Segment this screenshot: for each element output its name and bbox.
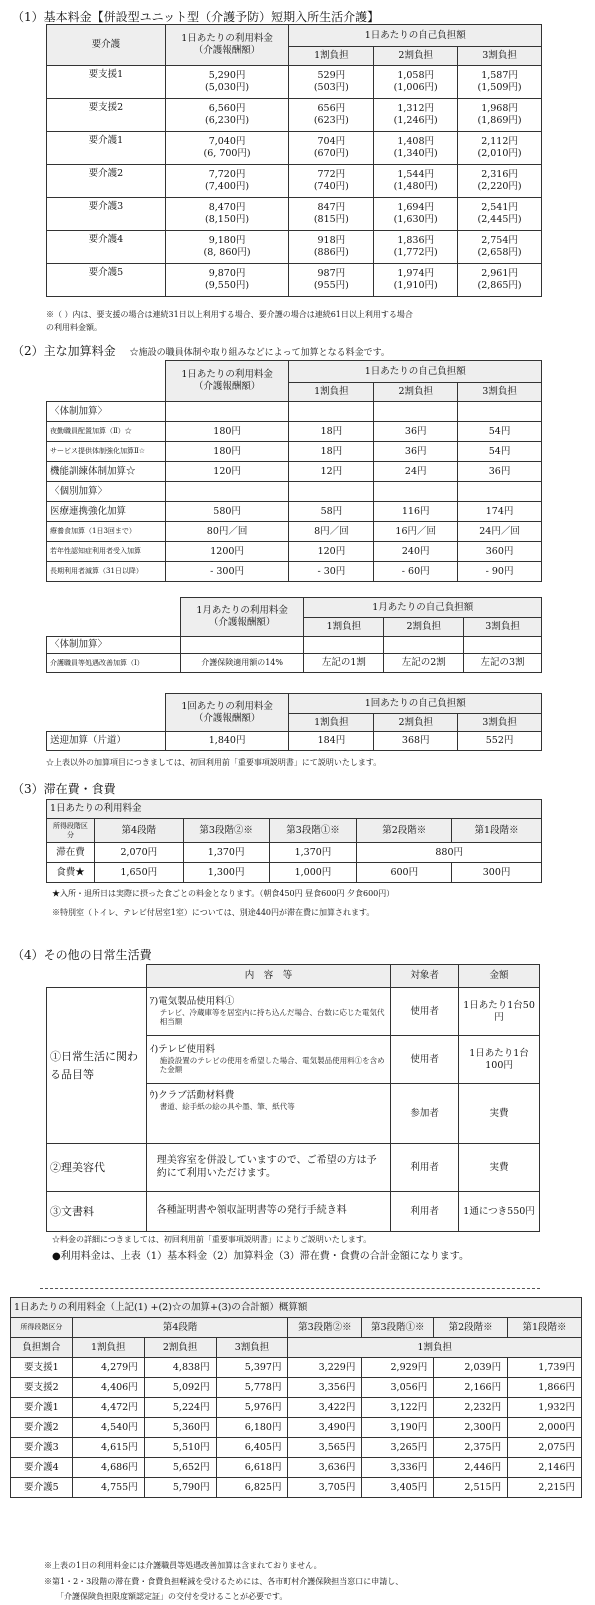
burden-1-cell: 847円 (815円) <box>289 198 374 231</box>
value-cell: 3,190円 <box>362 1418 434 1438</box>
col-fee-header: 1日あたりの利用料金 （介護報酬額） <box>165 361 289 402</box>
col-self-header: 1月あたりの自己負担額 <box>304 598 542 618</box>
monthly-addition-table <box>46 597 542 673</box>
item-burden-2: 左記の2割 <box>384 654 464 673</box>
item-fee: 180円 <box>165 442 289 462</box>
value-cell: 2,215円 <box>508 1478 582 1498</box>
value-cell: 3,056円 <box>362 1378 434 1398</box>
item-fee: - 300円 <box>165 562 289 582</box>
value-cell: 3,565円 <box>288 1438 362 1458</box>
summary-note-2: ※第1・2・3段階の滞在費・食費負担軽減を受けるためには、各市町村介護保険担当窓口に申請し、 <box>44 1577 404 1586</box>
item-burden-1: 18円 <box>289 442 374 462</box>
value-cell: 2,515円 <box>434 1478 508 1498</box>
item-target: 使用者 <box>391 1036 459 1084</box>
burden-1-cell: 987円 (955円) <box>289 264 374 297</box>
burden-2-cell: 1,974円 (1,910円) <box>374 264 458 297</box>
item-desc: 施設設置のテレビの使用を希望した場合、電気製品使用料①を含めた金額 <box>159 1056 385 1075</box>
ratio-1: 1割負担 <box>72 1338 144 1358</box>
group-daily-items: ①日常生活に関わる品目等 <box>47 988 147 1144</box>
stay-label: 滞在費 <box>47 843 95 863</box>
burden-1-header: 1割負担 <box>304 618 384 637</box>
col-self-header: 1日あたりの自己負担額 <box>289 361 542 383</box>
item-fee <box>165 402 289 422</box>
barber-target: 利用者 <box>391 1144 459 1192</box>
item-target: 参加者 <box>391 1084 459 1144</box>
item-name: 〈体制加算〉 <box>47 402 166 422</box>
food-label: 食費★ <box>47 863 95 883</box>
item-fee <box>165 482 289 502</box>
level-label: 要介護2 <box>11 1418 73 1438</box>
fee-cell: 6,560円 (6,230円) <box>165 99 289 132</box>
table-row <box>47 264 542 297</box>
table-row <box>47 502 542 522</box>
item-burden-2 <box>374 482 458 502</box>
item-burden-2 <box>374 402 458 422</box>
value-cell: 5,510円 <box>144 1438 216 1458</box>
food-stage-1: 300円 <box>452 863 542 883</box>
stay-stage-3-2: 1,370円 <box>183 843 269 863</box>
value-cell: 3,356円 <box>288 1378 362 1398</box>
group-document: ③文書料 <box>47 1192 147 1232</box>
level-label: 要介護3 <box>47 198 166 231</box>
burden-1-cell: 704円 (670円) <box>289 132 374 165</box>
stay-stage-3-1: 1,370円 <box>269 843 357 863</box>
section1-title: （1）基本料金【併設型ユニット型（介護予防）短期入所生活介護】 <box>12 10 380 24</box>
level-label: 要支援1 <box>47 66 166 99</box>
col-target-header: 対象者 <box>391 965 459 988</box>
value-cell: 3,405円 <box>362 1478 434 1498</box>
fee-cell: 7,720円 (7,400円) <box>165 165 289 198</box>
item-name: 機能訓練体制加算☆ <box>47 462 166 482</box>
burden-2-header: 2割負担 <box>384 618 464 637</box>
table-row <box>47 422 542 442</box>
level-label: 要介護1 <box>11 1398 73 1418</box>
burden-1-cell: 772円 (740円) <box>289 165 374 198</box>
level-label: 要介護5 <box>47 264 166 297</box>
item-burden-2: 24円 <box>374 462 458 482</box>
value-cell: 2,232円 <box>434 1398 508 1418</box>
value-cell: 5,360円 <box>144 1418 216 1438</box>
food-stage-4: 1,650円 <box>94 863 183 883</box>
section2-note: ☆上表以外の加算項目につきましては、初回利用前「重要事項説明書」にて説明いたします。 <box>46 758 382 767</box>
value-cell: 2,039円 <box>434 1358 508 1378</box>
item-burden-3: 24円／回 <box>458 522 542 542</box>
burden-2-cell: 1,694円 (1,630円) <box>374 198 458 231</box>
item-fee: 介護保険適用額の14% <box>180 654 304 673</box>
value-cell: 3,122円 <box>362 1398 434 1418</box>
value-cell: 2,446円 <box>434 1458 508 1478</box>
value-cell: 3,705円 <box>288 1478 362 1498</box>
table-row <box>47 542 542 562</box>
barber-desc: 理美容室を併設していますので、ご希望の方は予約にて利用いただけます。 <box>146 1144 390 1192</box>
table-row <box>11 1478 582 1498</box>
burden-3-cell: 2,316円 (2,220円) <box>458 165 542 198</box>
item-desc: 書道、絵手紙の絵の具や墨、筆、紙代等 <box>159 1101 295 1111</box>
group-barber: ②理美容代 <box>47 1144 147 1192</box>
ratio-2: 2割負担 <box>144 1338 216 1358</box>
level-label: 要支援2 <box>11 1378 73 1398</box>
value-cell: 6,405円 <box>216 1438 288 1458</box>
value-cell: 1,866円 <box>508 1378 582 1398</box>
item-head: ｳ)クラブ活動材料費 <box>149 1090 235 1101</box>
item-desc: テレビ、冷蔵庫等を居室内に持ち込んだ場合、台数に応じた電気代相当額 <box>159 1008 385 1027</box>
value-cell: 6,180円 <box>216 1418 288 1438</box>
value-cell: 2,300円 <box>434 1418 508 1438</box>
item-burden-2: 368円 <box>374 732 458 751</box>
table-row <box>11 1378 582 1398</box>
barber-amount: 実費 <box>459 1144 540 1192</box>
value-cell: 4,838円 <box>144 1358 216 1378</box>
item-name: 送迎加算（片道） <box>47 732 166 751</box>
col-content-header: 内 容 等 <box>146 965 390 988</box>
stay-stage-4: 2,070円 <box>94 843 183 863</box>
item-burden-1: 18円 <box>289 422 374 442</box>
section1-note-2: の利用料金額。 <box>46 323 102 332</box>
item-fee: 1,840円 <box>165 732 289 751</box>
item-head: ｲ)テレビ使用料 <box>149 1044 216 1056</box>
value-cell: 5,790円 <box>144 1478 216 1498</box>
value-cell: 2,000円 <box>508 1418 582 1438</box>
item-name: 介護職員等処遇改善加算（Ⅰ） <box>47 654 181 673</box>
blank-corner <box>47 694 166 732</box>
item-burden-3: 左記の3割 <box>464 654 542 673</box>
value-cell: 5,652円 <box>144 1458 216 1478</box>
basic-fee-table <box>46 24 542 297</box>
value-cell: 4,686円 <box>72 1458 144 1478</box>
col-amount-header: 金額 <box>459 965 540 988</box>
value-cell: 4,472円 <box>72 1398 144 1418</box>
item-burden-1 <box>289 482 374 502</box>
stage-2: 第2段階※ <box>357 819 452 843</box>
value-cell: 2,375円 <box>434 1438 508 1458</box>
table-row <box>47 132 542 165</box>
item-burden-2: - 60円 <box>374 562 458 582</box>
group-label: 〈体制加算〉 <box>47 637 181 654</box>
value-cell: 3,636円 <box>288 1458 362 1478</box>
table-row <box>11 1438 582 1458</box>
item-burden-2: 36円 <box>374 422 458 442</box>
col-level-header: 要介護 <box>47 25 166 66</box>
value-cell: 3,422円 <box>288 1398 362 1418</box>
item-name: 〈個別加算〉 <box>47 482 166 502</box>
value-cell: 2,146円 <box>508 1458 582 1478</box>
item-burden-1: 左記の1割 <box>304 654 384 673</box>
addition-fee-table <box>46 360 542 582</box>
item-burden-3: 54円 <box>458 422 542 442</box>
stay-stage-2-1: 880円 <box>357 843 542 863</box>
level-label: 要介護2 <box>47 165 166 198</box>
level-label: 要介護4 <box>47 231 166 264</box>
item-name: 長期利用者減算（31日以降） <box>47 562 166 582</box>
item-burden-3: 360円 <box>458 542 542 562</box>
item-electric <box>146 988 390 1036</box>
col-self-header: 1回あたりの自己負担額 <box>289 694 542 714</box>
value-cell: 3,490円 <box>288 1418 362 1438</box>
item-burden-1: 120円 <box>289 542 374 562</box>
col-fee-header: 1日あたりの利用料金 （介護報酬額） <box>165 25 289 66</box>
value-cell: 2,166円 <box>434 1378 508 1398</box>
value-cell: 6,618円 <box>216 1458 288 1478</box>
item-name: サービス提供体制強化加算Ⅱ☆ <box>47 442 166 462</box>
section4-note-2: ●利用料金は、上表（1）基本料金（2）加算料金（3）滞在費・食費の合計金額になります。 <box>52 1251 470 1262</box>
table-header: 1日あたりの利用料金 <box>47 800 542 819</box>
item-name: 若年性認知症利用者受入加算 <box>47 542 166 562</box>
burden-3-cell: 2,961円 (2,865円) <box>458 264 542 297</box>
transport-addition-table <box>46 693 542 751</box>
food-stage-2: 600円 <box>357 863 452 883</box>
item-burden-2: 16円／回 <box>374 522 458 542</box>
burden-2-cell: 1,544円 (1,480円) <box>374 165 458 198</box>
stage-2: 第2段階※ <box>434 1318 508 1338</box>
value-cell: 5,224円 <box>144 1398 216 1418</box>
burden-3-cell: 1,968円 (1,869円) <box>458 99 542 132</box>
item-fee: 1200円 <box>165 542 289 562</box>
stage-3-2: 第3段階②※ <box>288 1318 362 1338</box>
summary-title: 1日あたりの利用料金（上記(1) +(2)☆の加算+(3)の合計額）概算額 <box>11 1298 582 1318</box>
burden-2-cell: 1,408円 (1,340円) <box>374 132 458 165</box>
value-cell: 5,092円 <box>144 1378 216 1398</box>
document-target: 利用者 <box>391 1192 459 1232</box>
item-club <box>146 1084 390 1144</box>
burden-1-cell: 918円 (886円) <box>289 231 374 264</box>
table-row <box>47 442 542 462</box>
item-burden-3 <box>458 482 542 502</box>
burden-3-cell: 2,112円 (2,010円) <box>458 132 542 165</box>
table-row <box>47 462 542 482</box>
fee-cell: 9,180円 (8, 860円) <box>165 231 289 264</box>
level-label: 要支援1 <box>11 1358 73 1378</box>
fee-cell: 5,290円 (5,030円) <box>165 66 289 99</box>
table-row <box>47 66 542 99</box>
food-stage-3-1: 1,000円 <box>269 863 357 883</box>
table-row <box>47 231 542 264</box>
level-label: 要介護3 <box>11 1438 73 1458</box>
burden-2-header: 2割負担 <box>374 714 458 732</box>
item-fee: 180円 <box>165 422 289 442</box>
burden-2-cell: 1,312円 (1,246円) <box>374 99 458 132</box>
item-fee: 580円 <box>165 502 289 522</box>
ratio-3: 3割負担 <box>216 1338 288 1358</box>
level-label: 要介護1 <box>47 132 166 165</box>
section2-title: （2）主な加算料金 ☆施設の職員体制や取り組みなどによって加算となる料金です。 <box>12 344 390 358</box>
burden-3-header: 3割負担 <box>458 714 542 732</box>
stage-1: 第1段階※ <box>452 819 542 843</box>
burden-3-header: 3割負担 <box>458 383 542 402</box>
item-amount: 実費 <box>459 1084 540 1144</box>
item-fee: 120円 <box>165 462 289 482</box>
item-burden-3: - 90円 <box>458 562 542 582</box>
section3-title: （3）滞在費・食費 <box>12 782 116 796</box>
item-burden-1: 8円／回 <box>289 522 374 542</box>
table-row <box>11 1358 582 1378</box>
stage-1: 第1段階※ <box>508 1318 582 1338</box>
level-label: 要支援2 <box>47 99 166 132</box>
item-amount: 1日あたり1台100円 <box>459 1036 540 1084</box>
section4-note-1: ☆料金の詳細につきましては、初回利用前「重要事項説明書」によりご説明いたします。 <box>52 1235 372 1244</box>
value-cell: 5,778円 <box>216 1378 288 1398</box>
item-burden-3: 174円 <box>458 502 542 522</box>
col-fee-header: 1回あたりの利用料金 （介護報酬額） <box>165 694 289 732</box>
value-cell: 6,825円 <box>216 1478 288 1498</box>
burden-2-header: 2割負担 <box>374 383 458 402</box>
table-row <box>47 165 542 198</box>
stage-label: 所得段階区分 <box>47 819 95 843</box>
burden-2-header: 2割負担 <box>374 47 458 66</box>
value-cell: 1,932円 <box>508 1398 582 1418</box>
item-tv <box>146 1036 390 1084</box>
burden-1-header: 1割負担 <box>289 383 374 402</box>
table-row <box>47 522 542 542</box>
col-self-header: 1日あたりの自己負担額 <box>289 25 542 47</box>
burden-2-cell: 1,058円 (1,006円) <box>374 66 458 99</box>
item-name: 夜勤職員配置加算（Ⅱ）☆ <box>47 422 166 442</box>
burden-3-header: 3割負担 <box>458 47 542 66</box>
table-row <box>47 562 542 582</box>
fee-cell: 8,470円 (8,150円) <box>165 198 289 231</box>
burden-3-cell: 2,541円 (2,445円) <box>458 198 542 231</box>
item-amount: 1日あたり1台50円 <box>459 988 540 1036</box>
ratio-label: 負担割合 <box>11 1338 73 1358</box>
value-cell: 5,397円 <box>216 1358 288 1378</box>
item-name: 療養食加算（1日3回まで） <box>47 522 166 542</box>
value-cell: 2,929円 <box>362 1358 434 1378</box>
ratio-1-lower: 1割負担 <box>288 1338 582 1358</box>
divider <box>40 1288 540 1289</box>
burden-1-header: 1割負担 <box>289 714 374 732</box>
burden-3-header: 3割負担 <box>464 618 542 637</box>
value-cell: 1,739円 <box>508 1358 582 1378</box>
item-name: 医療連携強化加算 <box>47 502 166 522</box>
item-burden-3: 552円 <box>458 732 542 751</box>
level-label: 要介護5 <box>11 1478 73 1498</box>
col-fee-header: 1月あたりの利用料金 （介護報酬額） <box>180 598 304 637</box>
value-cell: 4,406円 <box>72 1378 144 1398</box>
stage-4: 第4段階 <box>94 819 183 843</box>
item-target: 使用者 <box>391 988 459 1036</box>
document-desc: 各種証明書や領収証明書等の発行手続き料 <box>146 1192 390 1232</box>
value-cell: 4,615円 <box>72 1438 144 1458</box>
item-burden-1: 58円 <box>289 502 374 522</box>
section1-note-1: ※（ ）内は、要支援の場合は連続31日以上利用する場合、要介護の場合は連続61日以上利用する場合 <box>46 310 413 319</box>
item-burden-2: 36円 <box>374 442 458 462</box>
document-amount: 1通につき550円 <box>459 1192 540 1232</box>
table-row <box>11 1418 582 1438</box>
item-burden-1: 184円 <box>289 732 374 751</box>
stage-3-1: 第3段階①※ <box>269 819 357 843</box>
item-burden-2: 240円 <box>374 542 458 562</box>
value-cell: 4,755円 <box>72 1478 144 1498</box>
burden-3-cell: 1,587円 (1,509円) <box>458 66 542 99</box>
item-burden-1 <box>289 402 374 422</box>
section3-note-1: ★入所・退所日は実際に摂った食ごとの料金となります。（朝食450円 昼食600円 夕食600円） <box>52 889 395 898</box>
table-row <box>47 402 542 422</box>
blank-corner <box>47 361 166 402</box>
table-row <box>47 198 542 231</box>
level-label: 要介護4 <box>11 1458 73 1478</box>
table-row <box>47 99 542 132</box>
burden-2-cell: 1,836円 (1,772円) <box>374 231 458 264</box>
section4-title: （4）その他の日常生活費 <box>12 948 152 962</box>
burden-1-cell: 656円 (623円) <box>289 99 374 132</box>
table-row <box>11 1398 582 1418</box>
summary-note-3: 「介護保険負担限度額認定証」の交付を受けることが必要です。 <box>56 1592 288 1601</box>
item-fee: 80円／回 <box>165 522 289 542</box>
burden-1-header: 1割負担 <box>289 47 374 66</box>
item-burden-2: 116円 <box>374 502 458 522</box>
other-fee-table <box>46 964 540 1232</box>
table-row <box>47 482 542 502</box>
burden-3-cell: 2,754円 (2,658円) <box>458 231 542 264</box>
stage-3-2: 第3段階②※ <box>183 819 269 843</box>
stage-label: 所得段階区分 <box>11 1318 73 1338</box>
value-cell: 2,075円 <box>508 1438 582 1458</box>
summary-table <box>10 1297 582 1498</box>
value-cell: 4,279円 <box>72 1358 144 1378</box>
table-row <box>11 1458 582 1478</box>
stage-3-1: 第3段階①※ <box>362 1318 434 1338</box>
item-burden-3 <box>458 402 542 422</box>
stay-food-table <box>46 799 542 883</box>
stage-4: 第4段階 <box>72 1318 288 1338</box>
value-cell: 3,229円 <box>288 1358 362 1378</box>
summary-note-1: ※上表の1日の利用料金には介護職員等処遇改善加算は含まれておりません。 <box>44 1561 322 1570</box>
value-cell: 3,336円 <box>362 1458 434 1478</box>
value-cell: 4,540円 <box>72 1418 144 1438</box>
fee-cell: 7,040円 (6, 700円) <box>165 132 289 165</box>
item-burden-3: 36円 <box>458 462 542 482</box>
value-cell: 3,265円 <box>362 1438 434 1458</box>
burden-1-cell: 529円 (503円) <box>289 66 374 99</box>
item-burden-3: 54円 <box>458 442 542 462</box>
section3-note-2: ※特別室（トイレ、テレビ付居室1室）については、別途440円が滞在費に加算されます。 <box>52 908 375 917</box>
item-burden-1: - 30円 <box>289 562 374 582</box>
item-burden-1: 12円 <box>289 462 374 482</box>
item-head: ｱ)電気製品使用料① <box>149 996 235 1008</box>
fee-cell: 9,870円 (9,550円) <box>165 264 289 297</box>
blank-corner <box>47 598 181 637</box>
value-cell: 5,976円 <box>216 1398 288 1418</box>
food-stage-3-2: 1,300円 <box>183 863 269 883</box>
